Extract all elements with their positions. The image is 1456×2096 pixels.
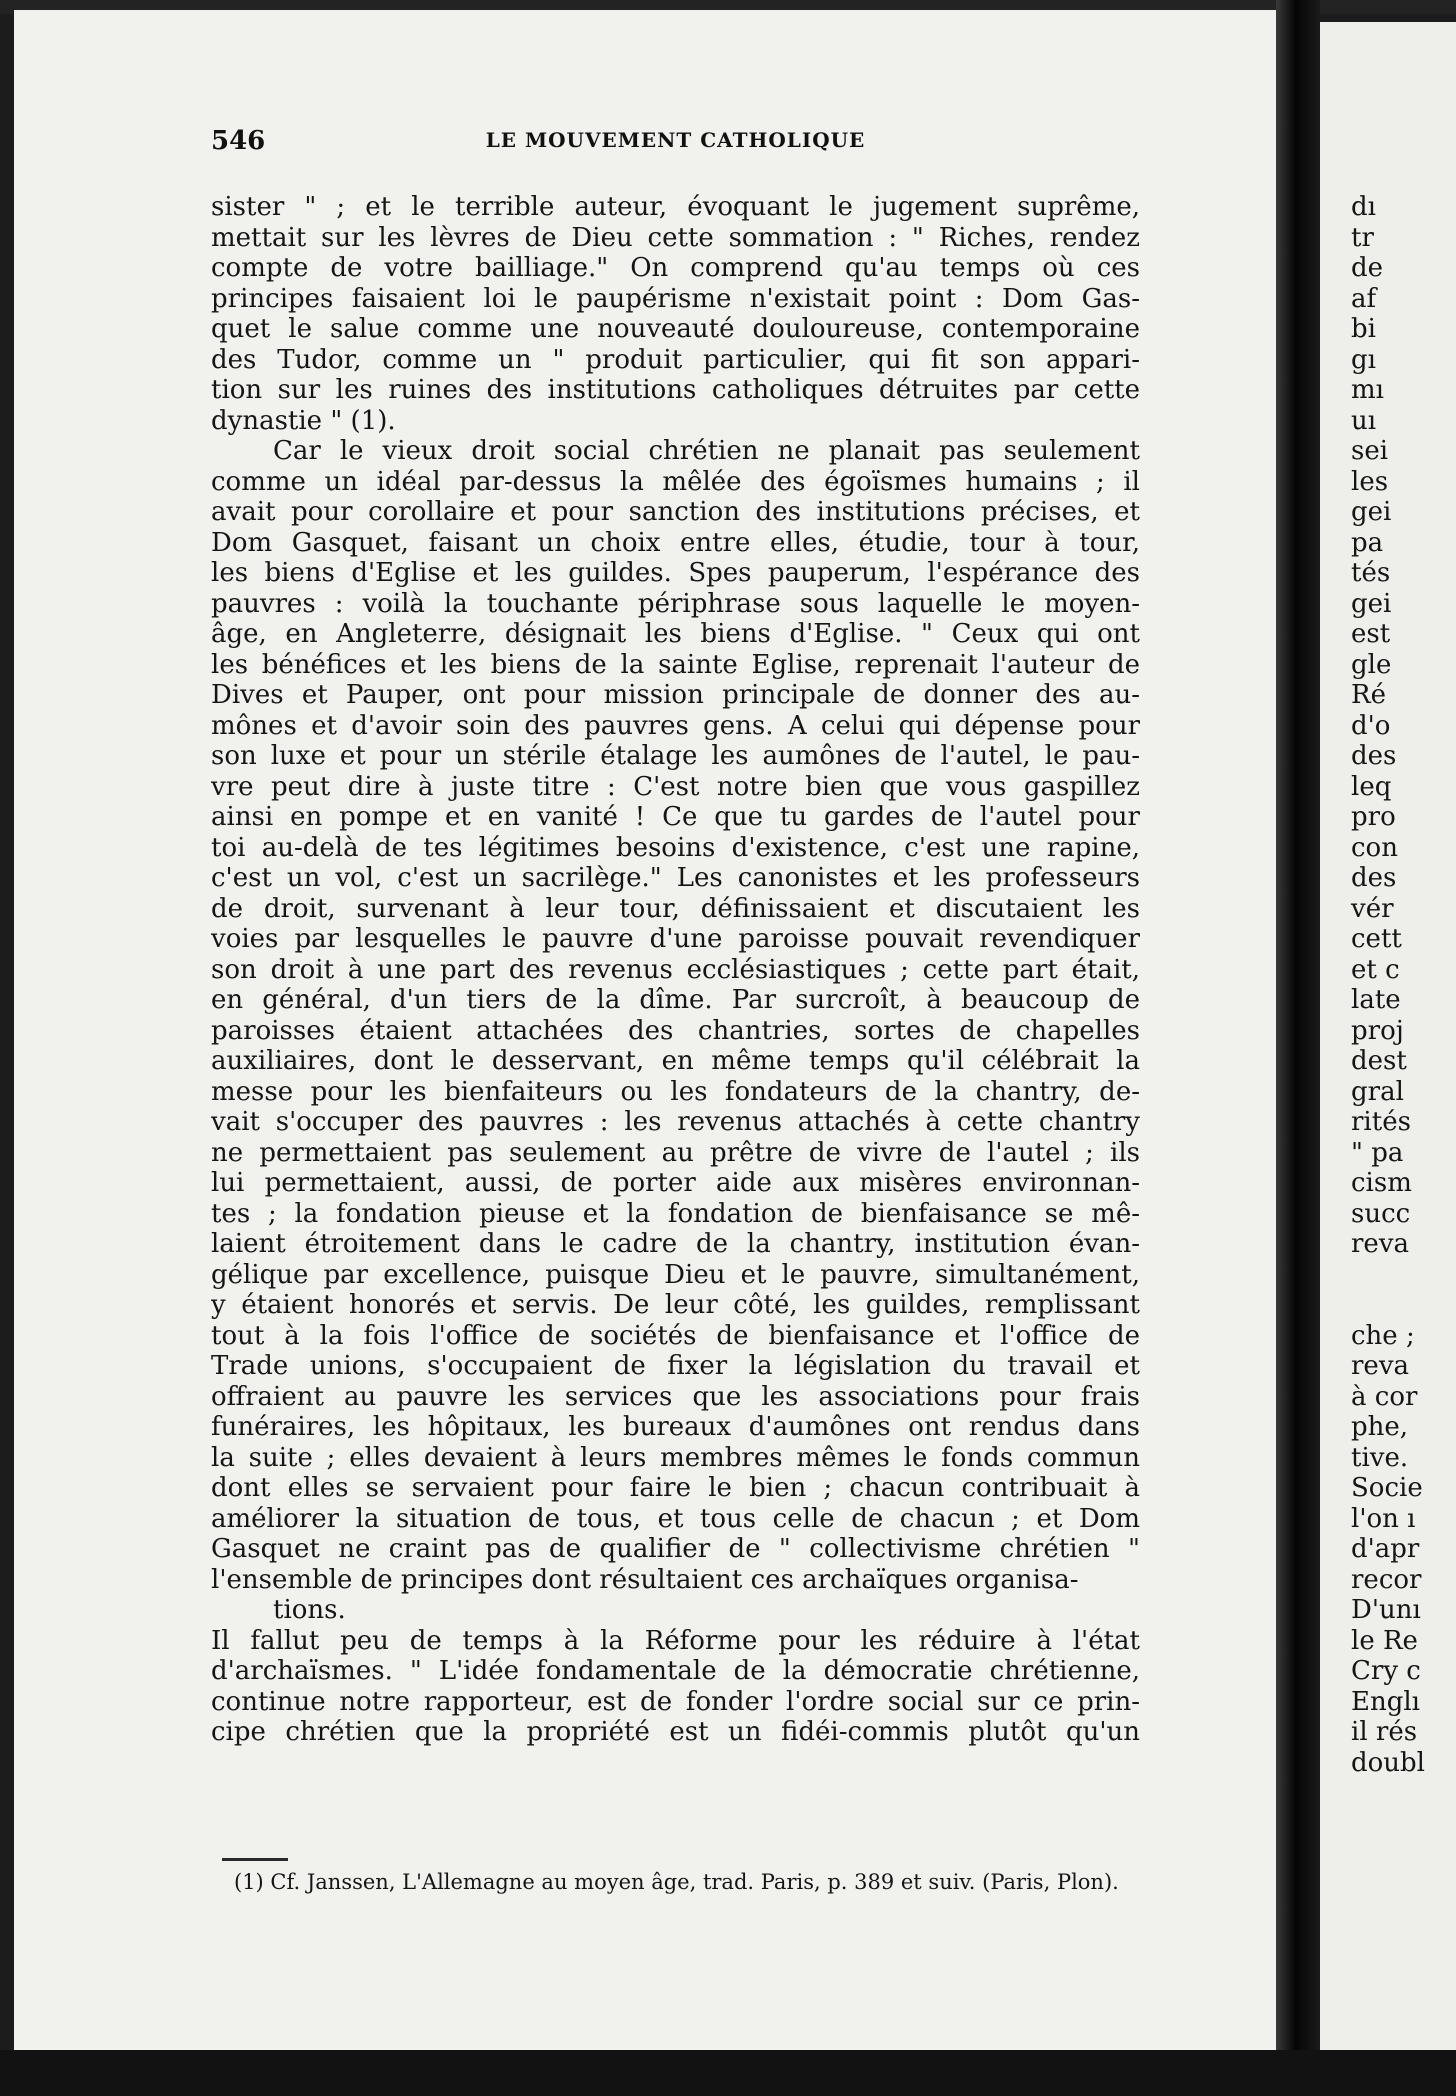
right-page-line-fragment: late [1351,985,1401,1015]
right-page-line-fragment: proj [1351,1015,1404,1046]
right-page-line-fragment: succ [1351,1198,1411,1229]
right-page-line-fragment: il rés [1351,1717,1418,1747]
right-page-fragments [1351,192,1456,1778]
right-page-line-fragment: tés [1351,558,1391,588]
right-page-line-fragment: Socie [1351,1473,1423,1503]
right-page-line-fragment: Cry c [1351,1656,1421,1686]
text-line: cipe chrétien que la propriété est un fidéi-commis plutôt qu'un [211,1717,1140,1747]
text-line: Car le vieux droit social chrétien ne planait pas seulement [273,436,1140,466]
text-line: Dom Gasquet, faisant un choix entre elles, étudie, tour à tour, [211,527,1140,558]
right-page-line-fragment: cism [1351,1168,1412,1198]
right-page-line-fragment: phe, [1351,1412,1409,1442]
right-page-line-fragment: Englı [1351,1686,1420,1717]
text-line: dynastie " (1). [211,405,396,436]
right-page-line-fragment: D'unı [1351,1595,1421,1625]
right-page-line-fragment: bi [1351,314,1376,344]
text-line: âge, en Angleterre, désignait les biens d'Eglise. " Ceux qui ont [211,619,1140,649]
right-page-line-fragment: gei [1351,497,1392,527]
text-line: auxiliaires, dont le desservant, en même temps qu'il célébrait la [211,1046,1140,1076]
text-line: tion sur les ruines des institutions catholiques détruites par cette [211,375,1140,405]
right-page-line-fragment: pa [1351,527,1384,558]
right-page-line-fragment: gral [1351,1076,1404,1107]
bottom-edge-shadow [0,2050,1456,2096]
text-line: ne permettaient pas seulement au prêtre de vivre de l'autel ; ils [211,1137,1140,1168]
right-page-line-fragment: et c [1351,954,1400,985]
right-page-line-fragment: à cor [1351,1381,1418,1412]
right-page-line-fragment: gı [1351,344,1376,375]
right-page-line-fragment: gle [1351,649,1392,680]
right-page-line-fragment: des [1351,741,1397,771]
text-line: toi au-delà de tes légitimes besoins d'existence, c'est une rapine, [211,832,1140,863]
right-page-line-fragment: pro [1351,802,1396,832]
running-head [211,126,1140,162]
footnote-rule [222,1858,288,1861]
text-line: laient étroitement dans le cadre de la chantry, institution évan- [211,1229,1140,1259]
text-line: ainsi en pompe et en vanité ! Ce que tu gardes de l'autel pour [211,802,1140,832]
right-page-line-fragment: dı [1351,192,1376,222]
text-line: la suite ; elles devaient à leurs membres mêmes le fonds commun [211,1442,1140,1473]
right-page-line-fragment: leq [1351,771,1392,802]
text-line: mettait sur les lèvres de Dieu cette sommation : " Riches, rendez [211,222,1140,253]
running-title: LE MOUVEMENT CATHOLIQUE [485,128,866,152]
right-page-line-fragment: mı [1351,375,1384,405]
text-line: y étaient honorés et servis. De leur côté, les guildes, remplissant [211,1290,1140,1320]
text-line: offraient au pauvre les services que les associations pour frais [211,1381,1140,1412]
text-line: son droit à une part des revenus ecclésiastiques ; cette part était, [211,954,1140,985]
body-text [211,192,1140,1748]
text-line: vait s'occuper des pauvres : les revenus attachés à cette chantry [211,1107,1140,1137]
text-line: mônes et d'avoir soin des pauvres gens. A celui qui dépense pour [211,710,1140,741]
text-line: son luxe et pour un stérile étalage les aumônes de l'autel, le pau- [211,741,1140,771]
right-page-line-fragment: tr [1351,222,1374,253]
text-line: voies par lesquelles le pauvre d'une paroisse pouvait revendiquer [211,924,1140,954]
text-line: améliorer la situation de tous, et tous celle de chacun ; et Dom [211,1503,1140,1534]
right-page-line-fragment: recor [1351,1564,1422,1595]
text-line: comme un idéal par-dessus la mêlée des égoïsmes humains ; il [211,466,1140,497]
text-line: sister " ; et le terrible auteur, évoquant le jugement suprême, [211,192,1140,222]
page-number: 546 [211,126,266,156]
text-line: lui permettaient, aussi, de porter aide aux misères environnan- [211,1168,1140,1198]
right-page-line-fragment: gei [1351,588,1392,619]
right-page-line-fragment: reva [1351,1351,1410,1381]
text-line: funéraires, les hôpitaux, les bureaux d'aumônes ont rendus dans [211,1412,1140,1442]
text-line: pauvres : voilà la touchante périphrase sous laquelle le moyen- [211,588,1140,619]
right-page-line-fragment: cett [1351,924,1402,954]
text-line: principes faisaient loi le paupérisme n'existait point : Dom Gas- [211,283,1140,314]
right-page-line-fragment: con [1351,832,1398,863]
text-line: Dives et Pauper, ont pour mission principale de donner des au- [211,680,1140,710]
text-line: tout à la fois l'office de sociétés de bienfaisance et l'office de [211,1320,1140,1351]
text-line: l'ensemble de principes dont résultaient ces archaïques organisa- [211,1564,1079,1595]
right-page-line-fragment: Ré [1351,680,1386,710]
text-line: messe pour les bienfaiteurs ou les fondateurs de la chantry, de- [211,1076,1140,1107]
text-line: avait pour corollaire et pour sanction des institutions précises, et [211,497,1140,527]
right-page-line-fragment: des [1351,863,1397,893]
right-page-line-fragment: reva [1351,1229,1410,1259]
text-line: gélique par excellence, puisque Dieu et le pauvre, simultanément, [211,1259,1140,1290]
footnote: (1) Cf. Janssen, L'Allemagne au moyen âge, trad. Paris, p. 389 et suiv. (Paris, Plon). [234,1870,1119,1894]
text-line: les biens d'Eglise et les guildes. Spes pauperum, l'espérance des [211,558,1140,588]
right-page-line-fragment: les [1351,466,1389,497]
text-line: les bénéfices et les biens de la sainte Eglise, reprenait l'auteur de [211,649,1140,680]
right-page-line-fragment: che ; [1351,1320,1415,1351]
right-page-line-fragment: sei [1351,436,1389,466]
text-line: continue notre rapporteur, est de fonder l'ordre social sur ce prin- [211,1686,1140,1717]
text-line: de droit, survenant à leur tour, définissaient et discutaient les [211,893,1140,924]
text-line: compte de votre bailliage." On comprend qu'au temps où ces [211,253,1140,283]
text-line: c'est un vol, c'est un sacrilège." Les canonistes et les professeurs [211,863,1140,893]
right-page-line-fragment [1351,1260,1456,1291]
right-page-line-fragment: vér [1351,893,1394,924]
text-line: vre peut dire à juste titre : C'est notre bien que vous gaspillez [211,771,1140,802]
right-page-line-fragment: le Re [1351,1625,1418,1656]
right-page-line-fragment: de [1351,253,1384,283]
right-page-line-fragment: d'apr [1351,1534,1420,1564]
book-gutter [1276,0,1320,2096]
right-page-line-fragment: af [1351,283,1377,314]
text-line: dont elles se servaient pour faire le bien ; chacun contribuait à [211,1473,1140,1503]
right-page-line-fragment: dest [1351,1046,1407,1076]
text-line: des Tudor, comme un " produit particulier, qui fit son appari- [211,344,1140,375]
text-line: tions. [273,1595,346,1625]
right-page-line-fragment: l'on ı [1351,1503,1416,1534]
text-line: Gasquet ne craint pas de qualifier de " collectivisme chrétien " [211,1534,1140,1564]
text-line: en général, d'un tiers de la dîme. Par surcroît, à beaucoup de [211,985,1140,1015]
text-line: quet le salue comme une nouveauté douloureuse, contemporaine [211,314,1140,344]
right-page-line-fragment: rités [1351,1107,1411,1137]
right-page-line-fragment: tive. [1351,1442,1409,1473]
right-page-line-fragment: d'o [1351,710,1391,741]
text-line: tes ; la fondation pieuse et la fondation de bienfaisance se mê- [211,1198,1140,1229]
text-line: paroisses étaient attachées des chantries, sortes de chapelles [211,1015,1140,1046]
text-line: d'archaïsmes. " L'idée fondamentale de la démocratie chrétienne, [211,1656,1140,1686]
right-page-line-fragment: " pa [1351,1137,1404,1168]
right-page-line-fragment: est [1351,619,1391,649]
right-page-line-fragment [1351,1290,1456,1321]
right-page-line-fragment: doubl [1351,1747,1426,1778]
right-page-line-fragment: uı [1351,405,1377,436]
text-line: Trade unions, s'occupaient de fixer la législation du travail et [211,1351,1140,1381]
text-line: Il fallut peu de temps à la Réforme pour les réduire à l'état [211,1625,1140,1656]
